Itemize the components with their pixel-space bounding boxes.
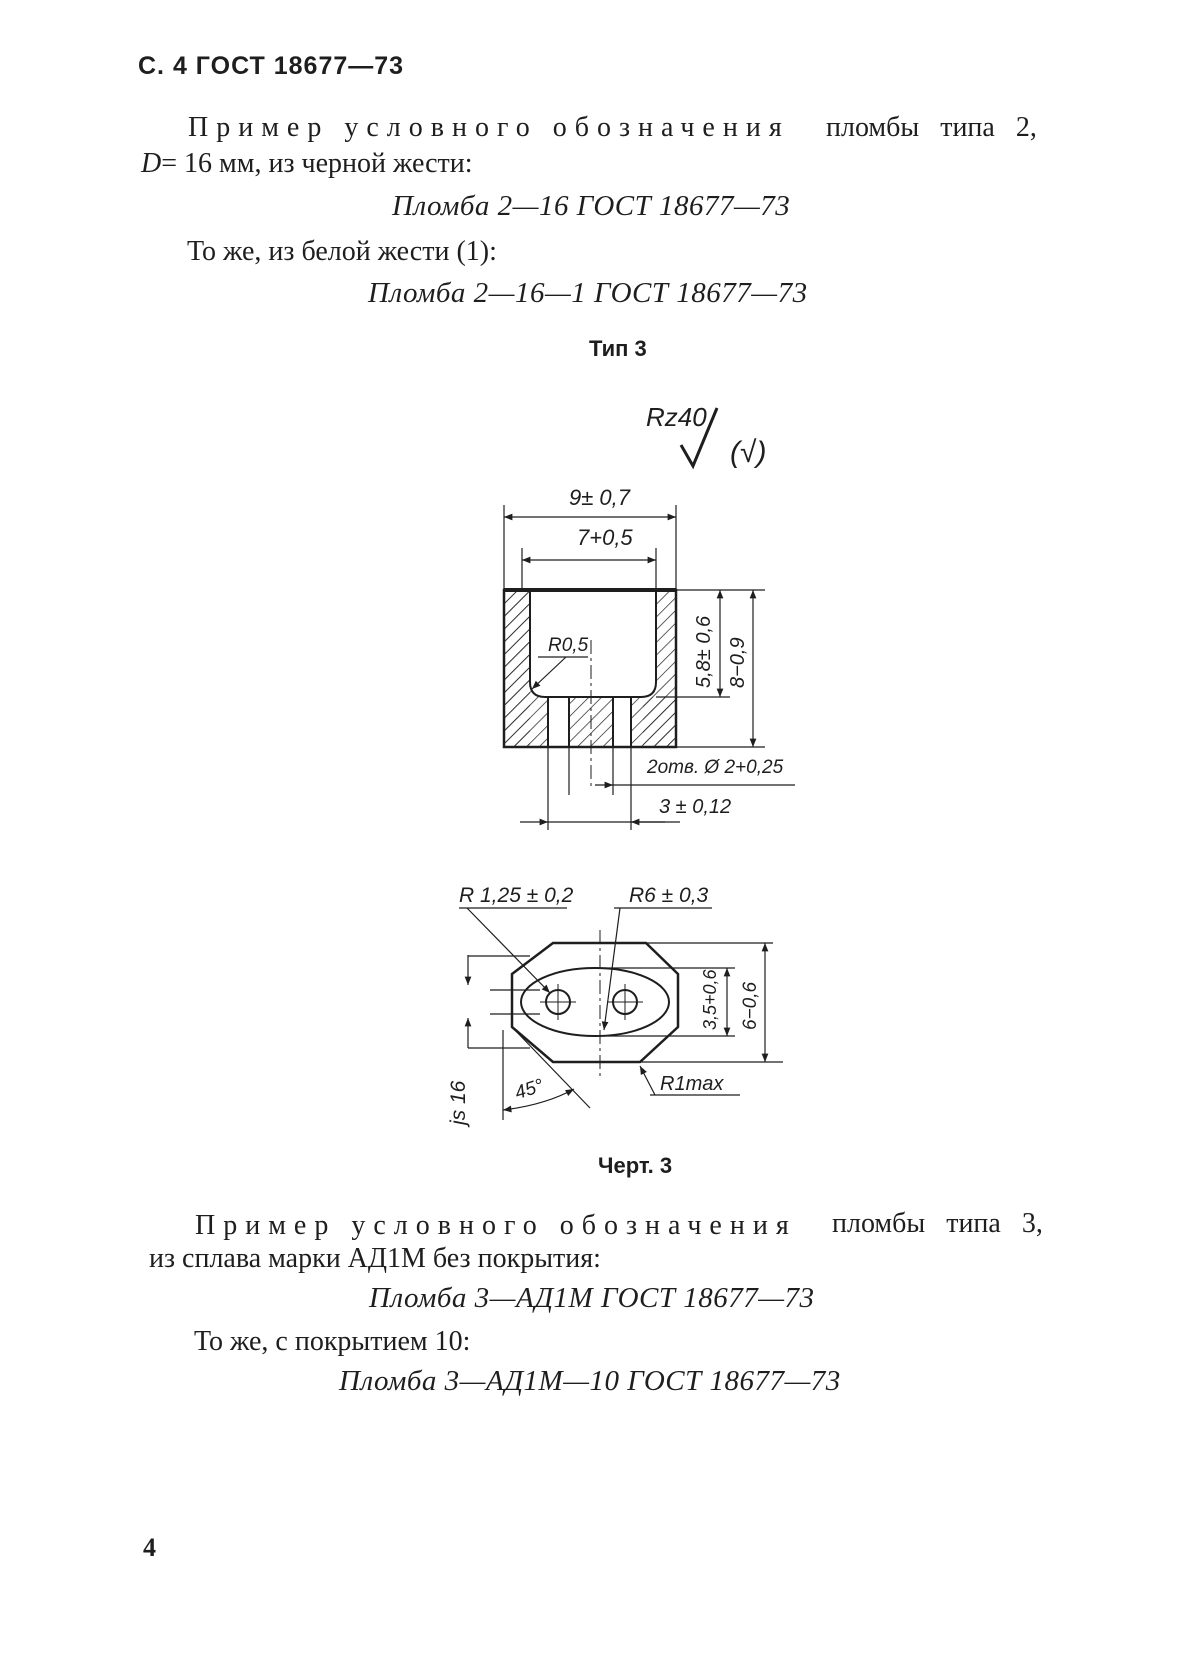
dim-depth: 5,8± 0,6 (693, 615, 715, 688)
page-header: С. 4 ГОСТ 18677—73 (138, 52, 405, 80)
dim-r-max: R1max (660, 1073, 724, 1095)
example1-line2-rest: = 16 мм, из черной жести: (161, 148, 473, 179)
example2-same-label: То же, с покрытием 10: (194, 1326, 471, 1357)
page-number: 4 (143, 1533, 156, 1562)
dim-plan-height: 6−0,6 (740, 981, 761, 1030)
example2-line1-rest: пломбы типа 3, (832, 1208, 1043, 1239)
dim-holes: 2отв. Ø 2+0,25 (647, 757, 784, 778)
example2-lead: Пример условного обозначения (195, 1210, 797, 1241)
roughness-label: Rz40 (646, 402, 707, 432)
dim-ellipse-height: 3,5+0,6 (700, 969, 720, 1030)
dim-height: 8−0,9 (727, 637, 749, 688)
dim-outer-width: 9± 0,7 (569, 485, 631, 510)
roughness-paren: (√) (730, 436, 767, 469)
example2-designation2: Пломба 3—АД1М—10 ГОСТ 18677—73 (339, 1365, 841, 1397)
example1-same-label: То же, из белой жести (1): (187, 236, 497, 267)
dim-r-large: R6 ± 0,3 (629, 884, 709, 907)
dim-angle: 45° (512, 1075, 547, 1105)
dim-radius-inner: R0,5 (548, 635, 589, 656)
dim-hole-spacing: 3 ± 0,12 (659, 796, 732, 818)
dim-inner-width: 7+0,5 (577, 525, 633, 550)
d-variable: D (141, 148, 162, 179)
example1-lead: Пример условного обозначения (188, 112, 790, 143)
example1-line1-rest: пломбы типа 2, (826, 112, 1037, 143)
dim-r-small: R 1,25 ± 0,2 (459, 884, 574, 907)
example2-designation: Пломба 3—АД1М ГОСТ 18677—73 (369, 1282, 815, 1314)
example1-designation2: Пломба 2—16—1 ГОСТ 18677—73 (368, 277, 808, 309)
example2-line2: из сплава марки АД1М без покрытия: (149, 1243, 601, 1274)
type-title: Тип 3 (589, 336, 647, 361)
plan-view (512, 930, 678, 1080)
figure-caption: Черт. 3 (598, 1153, 673, 1178)
roughness-symbol (646, 402, 766, 469)
example1-designation: Пломба 2—16 ГОСТ 18677—73 (392, 190, 791, 222)
dim-plan-width: js 16 (447, 1080, 470, 1125)
